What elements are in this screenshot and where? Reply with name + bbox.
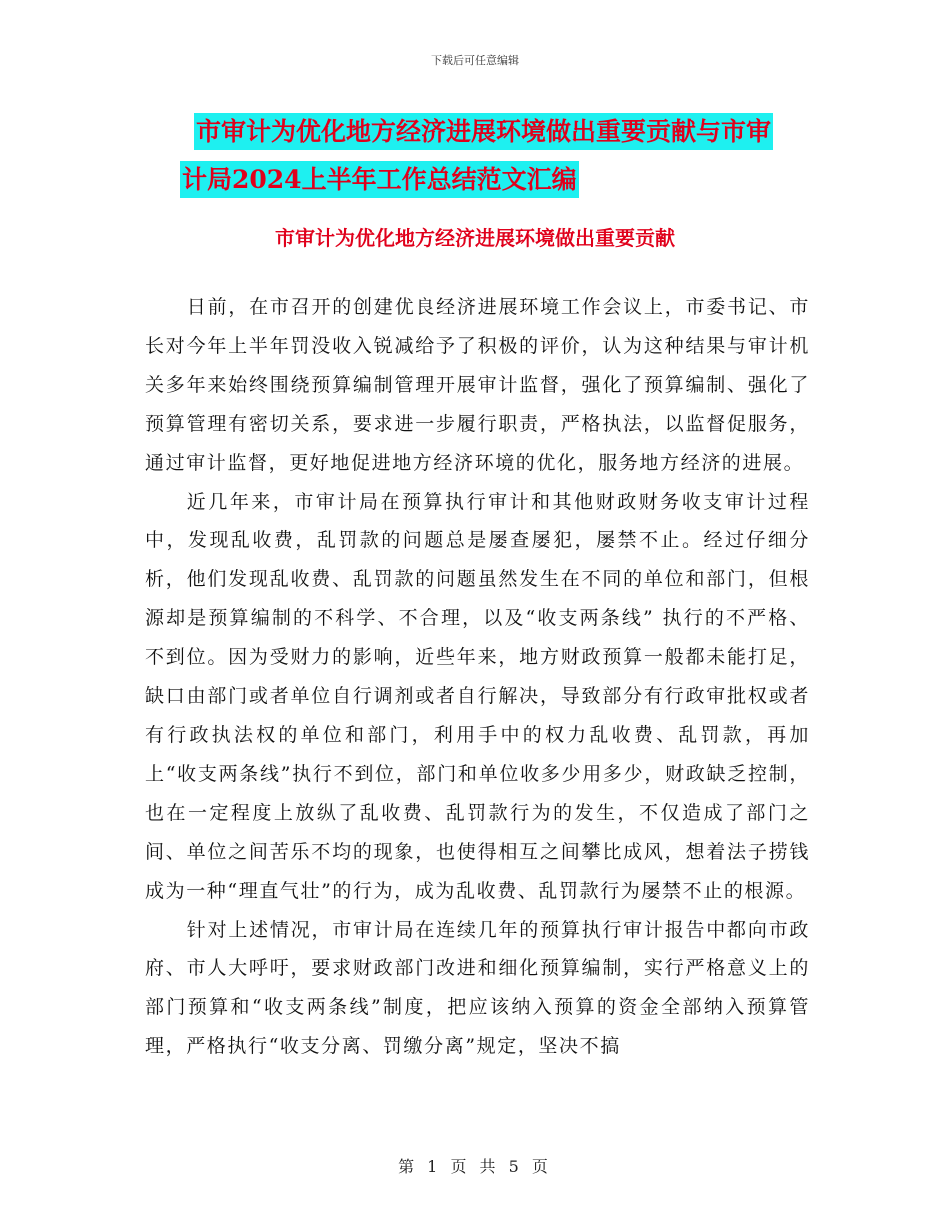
page-number: 第 1 页 共 5 页	[398, 1157, 552, 1176]
header-note: 下载后可任意编辑	[431, 54, 519, 67]
body-text	[145, 288, 810, 1066]
paragraph: 近几年来，市审计局在预算执行审计和其他财政财务收支审计过程中，发现乱收费，乱罚款的问题总是屡查屡犯，屡禁不止。经过仔细分析，他们发现乱收费、乱罚款的问题虽然发生在不同的单位和部门，但根源却是预算编制的不科学、不合理，以及“收支两条线” 执行的不严格、不到位。因为受财力的影响，近些年来，地方财政预算一般都未能打足，缺口由部门或者单位自行调剂或者自行解决，导致部分有行政审批权或者有行政执法权的单位和部门，利用手中的权力乱收费、乱罚款，再加上“收支两条线”执行不到位，部门和单位收多少用多少，财政缺乏控制，也在一定程度上放纵了乱收费、乱罚款行为的发生，不仅造成了部门之间、单位之间苦乐不均的现象，也使得相互之间攀比成风，想着法子捞钱成为一种“理直气壮”的行为，成为乱收费、乱罚款行为屡禁不止的根源。	[145, 490, 810, 902]
section-heading: 市审计为优化地方经济进展环境做出重要贡献	[275, 226, 675, 250]
document-title	[180, 108, 820, 204]
title-line-2-text: 计局2024上半年工作总结范文汇编	[180, 161, 579, 198]
title-line-1-text: 市审计为优化地方经济进展环境做出重要贡献与市审	[194, 113, 773, 150]
paragraph: 针对上述情况，市审计局在连续几年的预算执行审计报告中都向市政府、市人大呼吁，要求财政部门改进和细化预算编制，实行严格意义上的部门预算和“收支两条线”制度，把应该纳入预算的资金全部纳入预算管理，严格执行“收支分离、罚缴分离”规定，坚决不搞	[145, 918, 810, 1058]
title-line-1	[180, 108, 820, 156]
paragraph: 日前，在市召开的创建优良经济进展环境工作会议上，市委书记、市长对今年上半年罚没收入锐减给予了积极的评价，认为这种结果与审计机关多年来始终围绕预算编制管理开展审计监督，强化了预算编制、强化了预算管理有密切关系，要求进一步履行职责，严格执法，以监督促服务，通过审计监督，更好地促进地方经济环境的优化，服务地方经济的进展。	[145, 296, 810, 474]
title-line-2	[180, 156, 820, 204]
